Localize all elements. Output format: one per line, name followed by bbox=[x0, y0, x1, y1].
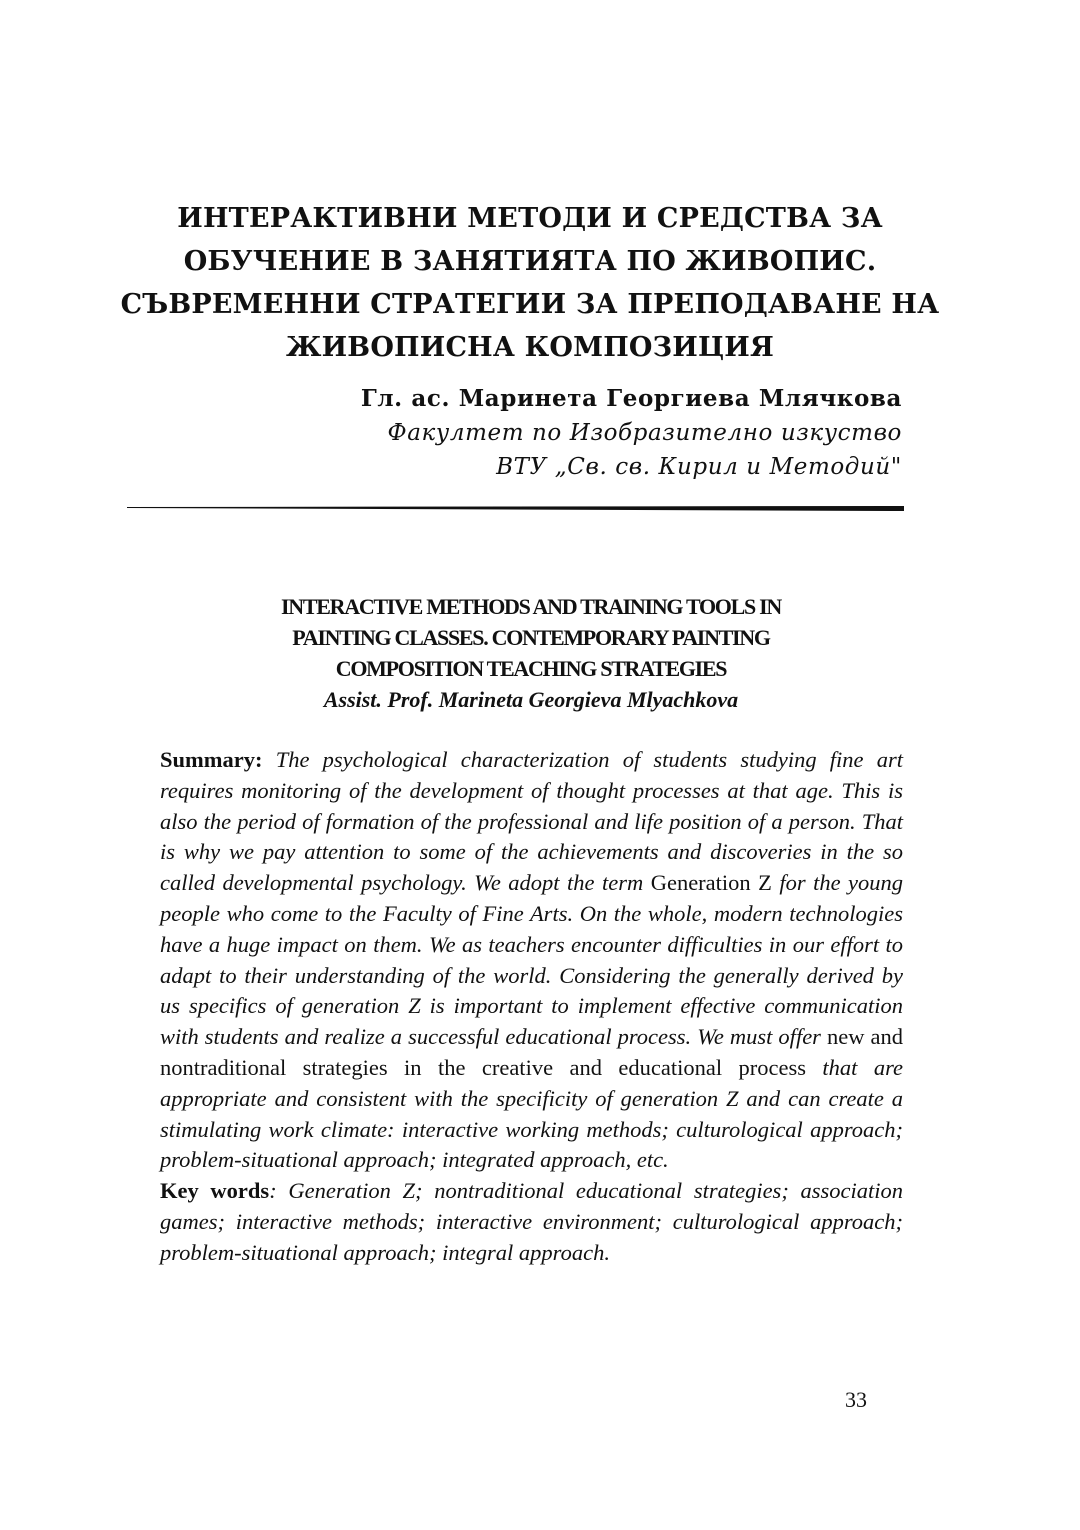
keywords-label: Key words bbox=[160, 1178, 270, 1204]
abstract bbox=[160, 745, 903, 1269]
author-faculty: Факултет по Изобразително изкуство bbox=[387, 420, 902, 446]
english-title bbox=[140, 591, 922, 715]
keywords-text: : Generation Z; nontraditional educational strategies; association games; interactive methods; interactive environment; culturological approach; problem-situational approach; integral approach. bbox=[160, 1178, 903, 1265]
bulgarian-title-line: ОБУЧЕНИЕ В ЗАНЯТИЯТА ПО ЖИВОПИС. bbox=[183, 246, 877, 277]
english-title-line: PAINTING CLASSES. CONTEMPORARY PAINTING bbox=[292, 625, 770, 650]
author-name: Гл. ас. Маринета Георгиева Млячкова bbox=[360, 385, 902, 412]
bulgarian-title-line: ЖИВОПИСНА КОМПОЗИЦИЯ bbox=[285, 332, 775, 363]
bulgarian-title-line: СЪВРЕМЕННИ СТРАТЕГИИ ЗА ПРЕПОДАВАНЕ НА bbox=[120, 289, 940, 320]
english-title-line: INTERACTIVE METHODS AND TRAINING TOOLS IN bbox=[281, 594, 781, 619]
summary-text: The psychological characterization of students studying fine art requires monitoring of the development of thought processes at that age. This is also the period of formation of the professional and life position of a person. That is why we pay attention to some of the achievements and discoveries in the so called developmental psychology. We adopt the term bbox=[160, 747, 903, 896]
summary-text: that are appropriate and consistent with the specificity of generation Z and can create a stimulating work climate: interactive working methods; culturological approach; problem-situational approach; integrated approach, etc. bbox=[160, 1054, 903, 1173]
author-block bbox=[361, 382, 902, 484]
english-author: Assist. Prof. Marineta Georgieva Mlyachkova bbox=[323, 687, 739, 712]
summary-emphasis: new and nontraditional strategies in the creative and educational process bbox=[160, 1024, 903, 1080]
author-university: ВТУ „Св. св. Кирил и Методий" bbox=[496, 454, 902, 480]
english-title-line: COMPOSITION TEACHING STRATEGIES bbox=[335, 656, 727, 681]
summary-text: for the young people who come to the Faculty of Fine Arts. On the whole, modern technologies have a huge impact on them. We as teachers encounter difficulties in our effort to adapt to their understanding of the world. Considering the generally derived by us specifics of generation Z is important to implement effective communication with students and realize a successful educational process. We must offer bbox=[160, 870, 904, 1050]
summary-term: Generation Z bbox=[650, 870, 772, 896]
summary-label: Summary: bbox=[160, 747, 263, 772]
bulgarian-title-line: ИНТЕРАКТИВНИ МЕТОДИ И СРЕДСТВА ЗА bbox=[177, 203, 883, 234]
summary-paragraph bbox=[160, 745, 903, 1176]
keywords-paragraph bbox=[160, 1176, 903, 1268]
bulgarian-title bbox=[120, 197, 940, 369]
page-number: 33 bbox=[845, 1387, 867, 1412]
